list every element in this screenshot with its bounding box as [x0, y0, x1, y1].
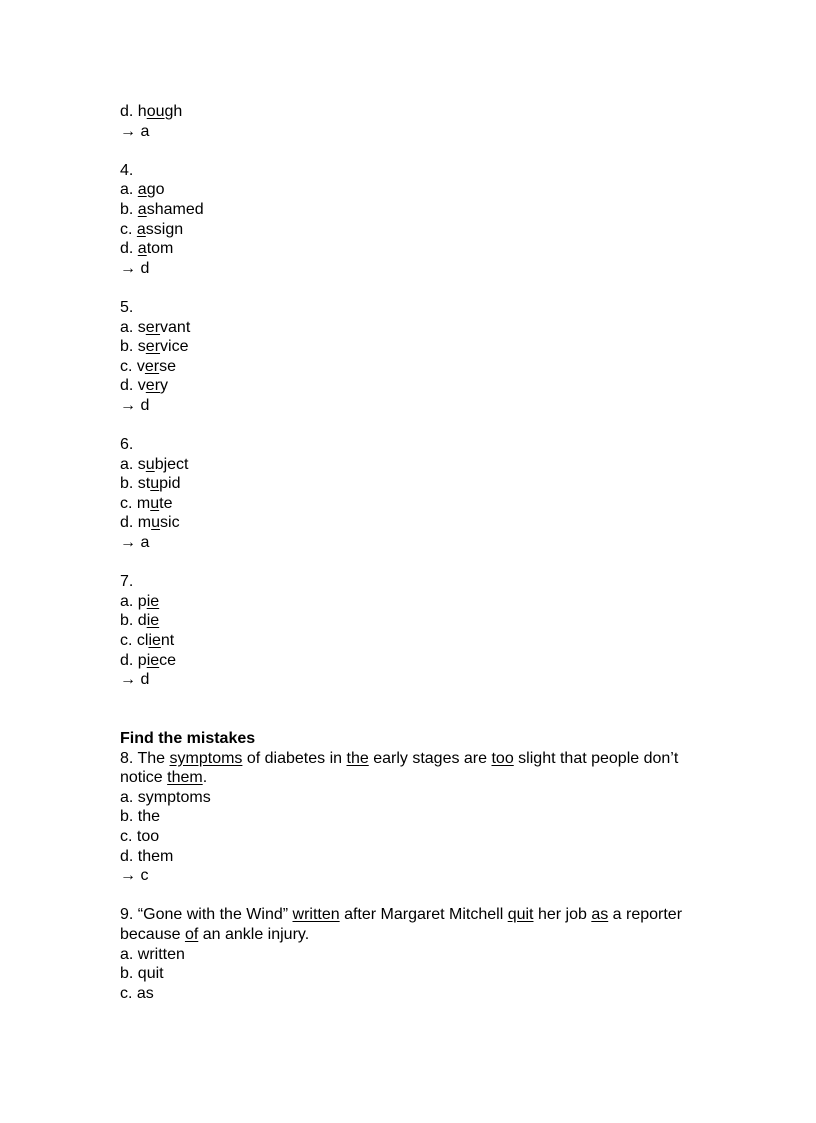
underlined-sound: u	[150, 494, 160, 512]
spacer	[120, 553, 720, 573]
answer-letter: a	[136, 122, 150, 140]
option-letter: a.	[120, 181, 138, 199]
option-item	[120, 631, 720, 651]
underlined-sound: ie	[146, 612, 160, 630]
word-part: s	[137, 318, 146, 336]
sentence-text: a reporter	[608, 906, 683, 924]
underlined-phrase: as	[591, 906, 609, 924]
answer-letter: c	[136, 867, 149, 885]
option-item	[120, 239, 720, 259]
section-heading: Find the mistakes	[120, 730, 256, 747]
underlined-phrase: quit	[507, 906, 534, 924]
word-part: cl	[136, 632, 149, 650]
option-letter: c.	[120, 220, 137, 238]
word-part: p	[137, 651, 147, 669]
option-item	[120, 611, 720, 631]
underlined-sound: er	[145, 318, 161, 336]
word-part: te	[159, 494, 173, 512]
word-part: v	[137, 377, 146, 395]
option-item	[120, 474, 720, 494]
word-part: pid	[159, 475, 181, 493]
spacer	[120, 886, 720, 906]
answer-line	[120, 259, 720, 279]
sentence-text: 9. “Gone with the Wind”	[120, 906, 293, 924]
option-letter: a.	[120, 592, 138, 610]
underlined-sound: ie	[148, 632, 161, 650]
spacer	[120, 141, 720, 161]
underlined-phrase: too	[491, 749, 514, 767]
option-letter: c.	[120, 632, 137, 650]
word-part: s	[137, 338, 146, 356]
underlined-sound: ie	[146, 651, 160, 669]
underlined-sound: er	[144, 357, 160, 375]
option-item	[120, 376, 720, 396]
option-letter: d.	[120, 377, 138, 395]
option-item	[120, 494, 720, 514]
answer-letter: a	[136, 534, 150, 552]
option-letter: b.	[120, 475, 138, 493]
word-part: shamed	[146, 200, 204, 218]
underlined-sound: u	[145, 455, 155, 473]
word-part: bject	[154, 455, 189, 473]
word-part: gh	[164, 103, 183, 120]
answer-line	[120, 533, 720, 553]
option-item: c. as	[120, 984, 154, 1002]
option-letter: b.	[120, 200, 138, 218]
word-part: p	[137, 592, 147, 610]
sentence-text: after Margaret Mitchell	[339, 906, 508, 924]
arrow-icon: →	[120, 867, 136, 885]
sentence-text: slight that people don’t	[513, 749, 679, 767]
option-item: b. the	[120, 808, 161, 826]
sentence-line	[120, 925, 720, 945]
option-item: b. quit	[120, 965, 164, 983]
option-item: d. them	[120, 847, 174, 865]
word-part: d	[137, 612, 147, 630]
spacer	[120, 690, 720, 729]
answer-line	[120, 670, 720, 690]
option-letter: d.	[120, 514, 138, 532]
underlined-sound: u	[151, 514, 161, 532]
arrow-icon: →	[120, 259, 136, 277]
option-item	[120, 318, 720, 338]
underlined-phrase: symptoms	[169, 749, 243, 767]
option-item	[120, 513, 720, 533]
worksheet-page	[120, 102, 720, 1003]
underlined-sound: er	[145, 377, 161, 395]
option-letter: b.	[120, 338, 138, 356]
answer-line	[120, 396, 720, 416]
option-letter: c.	[120, 494, 137, 512]
sentence-text: .	[202, 769, 208, 787]
word-part: se	[159, 357, 177, 375]
word-part: vant	[160, 318, 191, 336]
word-part: y	[160, 377, 169, 395]
underlined-sound: a	[137, 240, 147, 258]
option-item	[120, 337, 720, 357]
word-part: h	[137, 103, 147, 120]
option-item	[120, 180, 720, 200]
spacer	[120, 416, 720, 436]
option-letter: d.	[120, 240, 138, 258]
option-letter: d.	[120, 651, 138, 669]
question-number: 7.	[120, 573, 134, 591]
word-part: go	[146, 181, 165, 199]
underlined-sound: er	[145, 338, 161, 356]
arrow-icon: →	[120, 396, 136, 414]
underlined-sound: u	[150, 475, 160, 493]
sentence-text: of diabetes in	[242, 749, 347, 767]
answer-letter: d	[136, 259, 150, 277]
word-part: ce	[159, 651, 177, 669]
underlined-sound: ie	[146, 592, 160, 610]
word-part: s	[137, 455, 146, 473]
spacer	[120, 278, 720, 298]
option-item: a. symptoms	[120, 788, 211, 806]
underlined-phrase: of	[184, 925, 199, 943]
sentence-text: because	[120, 925, 185, 943]
option-item	[120, 102, 720, 122]
word-part: m	[137, 514, 152, 532]
option-item	[120, 455, 720, 475]
option-item	[120, 200, 720, 220]
option-item: a. written	[120, 945, 185, 963]
word-part: m	[136, 494, 151, 512]
arrow-icon: →	[120, 534, 136, 552]
sentence-line	[120, 768, 720, 788]
arrow-icon: →	[120, 671, 136, 689]
option-letter: a.	[120, 455, 138, 473]
answer-line	[120, 866, 720, 886]
underlined-sound: a	[137, 200, 147, 218]
underlined-phrase: them	[167, 769, 203, 787]
sentence-line	[120, 905, 720, 925]
answer-line	[120, 122, 720, 142]
underlined-phrase: written	[292, 906, 340, 924]
underlined-sound: a	[137, 181, 147, 199]
option-item	[120, 357, 720, 377]
question-number: 4.	[120, 161, 134, 179]
option-letter: a.	[120, 318, 138, 336]
sentence-text: 8. The	[120, 749, 170, 767]
word-part: nt	[160, 632, 175, 650]
answer-letter: d	[136, 396, 150, 414]
word-part: sic	[160, 514, 180, 532]
option-letter: d.	[120, 103, 138, 120]
option-letter: c.	[120, 357, 137, 375]
sentence-text: early stages are	[368, 749, 492, 767]
sentence-text: her job	[533, 906, 592, 924]
word-part: vice	[160, 338, 189, 356]
answer-letter: d	[136, 671, 150, 689]
underlined-sound: ou	[146, 103, 165, 120]
option-item	[120, 592, 720, 612]
underlined-phrase: the	[346, 749, 369, 767]
option-item: c. too	[120, 827, 160, 845]
arrow-icon: →	[120, 122, 136, 140]
option-letter: b.	[120, 612, 138, 630]
word-part: ssign	[145, 220, 184, 238]
word-part: tom	[146, 240, 174, 258]
option-item	[120, 220, 720, 240]
question-number: 5.	[120, 298, 134, 316]
sentence-line	[120, 749, 720, 769]
word-part: st	[137, 475, 151, 493]
sentence-text: an ankle injury.	[198, 925, 310, 943]
word-part: v	[136, 357, 145, 375]
underlined-sound: a	[136, 220, 146, 238]
option-item	[120, 651, 720, 671]
question-number: 6.	[120, 436, 134, 454]
sentence-text: notice	[120, 769, 168, 787]
